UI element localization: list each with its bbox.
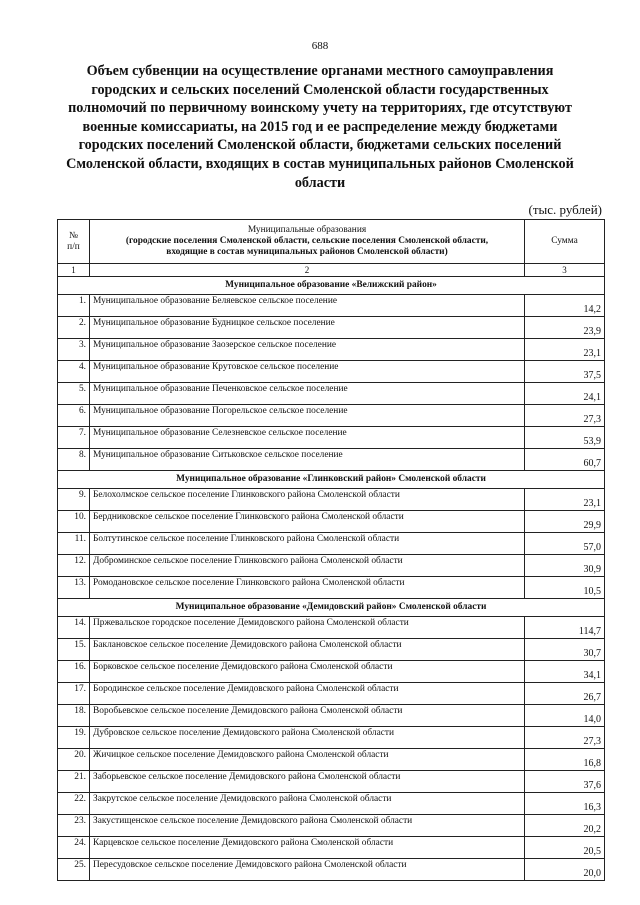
subvention-amount: 20,0 <box>525 859 605 881</box>
title-line: военные комиссариаты, на 2015 год и ее распределение между бюджетами <box>82 118 558 135</box>
page-number: 688 <box>311 40 329 52</box>
municipality-name: Закрутское сельское поселение Демидовского района Смоленской области <box>90 793 525 815</box>
column-number: 1 <box>58 264 90 277</box>
subvention-amount: 114,7 <box>525 617 605 639</box>
subvention-amount: 20,2 <box>525 815 605 837</box>
municipality-name: Доброминское сельское поселение Глинковского района Смоленской области <box>90 555 525 577</box>
row-number: 20. <box>58 749 90 771</box>
municipality-name: Жичицкое сельское поселение Демидовского района Смоленской области <box>90 749 525 771</box>
row-number: 16. <box>58 661 90 683</box>
municipality-name: Бердниковское сельское поселение Глинковского района Смоленской области <box>90 511 525 533</box>
table-row <box>58 449 605 471</box>
table-row <box>58 837 605 859</box>
table-row <box>58 661 605 683</box>
table-row <box>58 793 605 815</box>
column-number: 2 <box>90 264 525 277</box>
subvention-table <box>57 219 605 881</box>
table-row <box>58 555 605 577</box>
row-number: 13. <box>58 577 90 599</box>
subvention-amount: 20,5 <box>525 837 605 859</box>
table-row <box>58 533 605 555</box>
row-number: 21. <box>58 771 90 793</box>
table-row <box>58 815 605 837</box>
subvention-amount: 14,0 <box>525 705 605 727</box>
subvention-amount: 34,1 <box>525 661 605 683</box>
title-line: Смоленской области, входящих в состав муниципальных районов Смоленской <box>66 155 574 172</box>
subvention-amount: 57,0 <box>525 533 605 555</box>
row-number: 15. <box>58 639 90 661</box>
section-header-row <box>58 599 605 617</box>
subvention-amount: 23,1 <box>525 489 605 511</box>
subvention-amount: 10,5 <box>525 577 605 599</box>
municipality-name: Болтутинское сельское поселение Глинковского района Смоленской области <box>90 533 525 555</box>
table-row <box>58 577 605 599</box>
header-number-line2: п/п <box>67 241 80 252</box>
subvention-amount: 23,9 <box>525 317 605 339</box>
subvention-amount: 60,7 <box>525 449 605 471</box>
row-number: 5. <box>58 383 90 405</box>
table-row <box>58 317 605 339</box>
subvention-amount: 24,1 <box>525 383 605 405</box>
municipality-name: Заборьевское сельское поселение Демидовского района Смоленской области <box>90 771 525 793</box>
subvention-amount: 30,7 <box>525 639 605 661</box>
municipality-name: Ромодановское сельское поселение Глинковского района Смоленской области <box>90 577 525 599</box>
municipality-name: Муниципальное образование Печенковское сельское поселение <box>90 383 525 405</box>
subvention-amount: 30,9 <box>525 555 605 577</box>
municipality-name: Муниципальное образование Беляевское сельское поселение <box>90 295 525 317</box>
subvention-amount: 16,3 <box>525 793 605 815</box>
units-label: (тыс. рублей) <box>528 202 602 217</box>
table-row <box>58 339 605 361</box>
table-body <box>58 220 605 881</box>
table-row <box>58 617 605 639</box>
subvention-amount: 37,5 <box>525 361 605 383</box>
row-number: 3. <box>58 339 90 361</box>
table-row <box>58 705 605 727</box>
municipality-name: Пересудовское сельское поселение Демидовского района Смоленской области <box>90 859 525 881</box>
subvention-amount: 16,8 <box>525 749 605 771</box>
section-title: Муниципальное образование «Демидовский район» Смоленской области <box>58 599 605 617</box>
title-line: полномочий по первичному воинскому учету на территориях, где отсутствуют <box>68 100 572 117</box>
municipality-name: Муниципальное образование Заозерское сельское поселение <box>90 339 525 361</box>
header-name-line2: (городские поселения Смоленской области, сельские поселения Смоленской области, <box>125 236 489 246</box>
municipality-name: Борковское сельское поселение Демидовского района Смоленской области <box>90 661 525 683</box>
section-header-row <box>58 471 605 489</box>
subvention-amount: 37,6 <box>525 771 605 793</box>
row-number: 2. <box>58 317 90 339</box>
row-number: 24. <box>58 837 90 859</box>
table-row <box>58 727 605 749</box>
table-row <box>58 427 605 449</box>
municipality-name: Дубровское сельское поселение Демидовского района Смоленской области <box>90 727 525 749</box>
row-number: 7. <box>58 427 90 449</box>
section-title: Муниципальное образование «Глинковский район» Смоленской области <box>58 471 605 489</box>
header-number <box>58 220 90 264</box>
subvention-amount: 14,2 <box>525 295 605 317</box>
document-title <box>50 62 590 192</box>
header-name-line1: Муниципальные образования <box>247 225 367 235</box>
row-number: 17. <box>58 683 90 705</box>
header-number-line1: № <box>69 230 78 241</box>
subvention-amount: 29,9 <box>525 511 605 533</box>
municipality-name: Бородинское сельское поселение Демидовского района Смоленской области <box>90 683 525 705</box>
title-line: Объем субвенции на осуществление органами местного самоуправления <box>86 63 554 79</box>
table-row <box>58 639 605 661</box>
municipality-name: Закустищенское сельское поселение Демидовского района Смоленской области <box>90 815 525 837</box>
table-row <box>58 361 605 383</box>
subvention-amount: 27,3 <box>525 405 605 427</box>
table-row <box>58 683 605 705</box>
row-number: 9. <box>58 489 90 511</box>
column-number: 3 <box>525 264 605 277</box>
row-number: 12. <box>58 555 90 577</box>
row-number: 8. <box>58 449 90 471</box>
table-row <box>58 511 605 533</box>
municipality-name: Муниципальное образование Селезневское сельское поселение <box>90 427 525 449</box>
row-number: 10. <box>58 511 90 533</box>
municipality-name: Муниципальное образование Будницкое сельское поселение <box>90 317 525 339</box>
section-header-row <box>58 277 605 295</box>
row-number: 25. <box>58 859 90 881</box>
municipality-name: Воробьевское сельское поселение Демидовского района Смоленской области <box>90 705 525 727</box>
table-row <box>58 489 605 511</box>
row-number: 1. <box>58 295 90 317</box>
table-row <box>58 295 605 317</box>
row-number: 19. <box>58 727 90 749</box>
municipality-name: Белохолмское сельское поселение Глинковского района Смоленской области <box>90 489 525 511</box>
column-number-row <box>58 264 605 277</box>
row-number: 4. <box>58 361 90 383</box>
municipality-name: Муниципальное образование Ситьковское сельское поселение <box>90 449 525 471</box>
table-row <box>58 749 605 771</box>
table-row <box>58 383 605 405</box>
subvention-amount: 53,9 <box>525 427 605 449</box>
municipality-name: Карцевское сельское поселение Демидовского района Смоленской области <box>90 837 525 859</box>
title-line: области <box>294 174 346 191</box>
title-line: городских поселений Смоленской области, бюджетами сельских поселений <box>78 137 562 154</box>
header-sum: Сумма <box>525 220 605 264</box>
municipality-name: Муниципальное образование Погорельское сельское поселение <box>90 405 525 427</box>
municipality-name: Баклановское сельское поселение Демидовского района Смоленской области <box>90 639 525 661</box>
row-number: 14. <box>58 617 90 639</box>
title-line: городских и сельских поселений Смоленской области государственных <box>91 81 549 98</box>
row-number: 6. <box>58 405 90 427</box>
header-name-line3: входящие в состав муниципальных районов Смоленской области) <box>166 247 448 257</box>
row-number: 18. <box>58 705 90 727</box>
row-number: 11. <box>58 533 90 555</box>
table-header-row <box>58 220 605 264</box>
municipality-name: Муниципальное образование Крутовское сельское поселение <box>90 361 525 383</box>
municipality-name: Пржевальское городское поселение Демидовского района Смоленской области <box>90 617 525 639</box>
section-title: Муниципальное образование «Велижский район» <box>58 277 605 295</box>
subvention-amount: 27,3 <box>525 727 605 749</box>
subvention-amount: 26,7 <box>525 683 605 705</box>
table-row <box>58 859 605 881</box>
subvention-amount: 23,1 <box>525 339 605 361</box>
row-number: 23. <box>58 815 90 837</box>
table-row <box>58 405 605 427</box>
header-name <box>90 220 525 264</box>
row-number: 22. <box>58 793 90 815</box>
table-row <box>58 771 605 793</box>
